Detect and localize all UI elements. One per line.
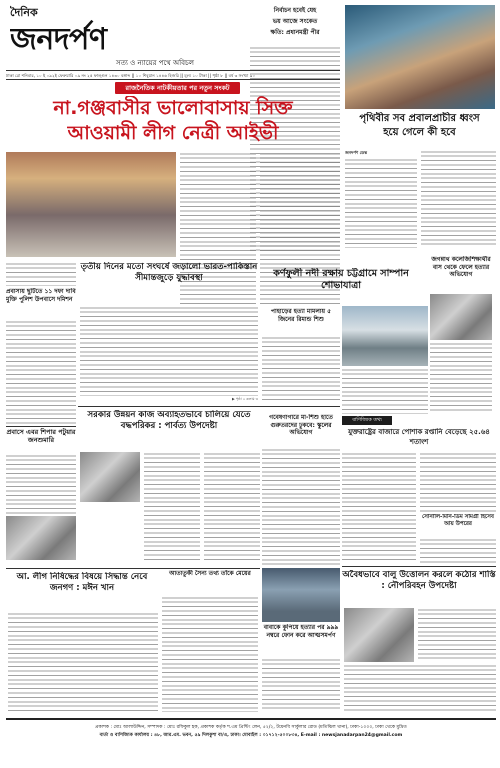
elevator-headline[interactable]: বাবাকে কুপিয়ে হত্যার পর ৯৯৯ নম্বরে ফোন করে আত্মসমর্পণ xyxy=(263,624,339,639)
masthead-small-word: দৈনিক xyxy=(10,6,38,19)
development-photo xyxy=(80,452,140,502)
masthead xyxy=(10,4,200,68)
trade-label: বাণিজ্যিক তথ্য xyxy=(342,416,392,425)
jagannath-text xyxy=(430,342,492,412)
lead-headline-line-2: আওয়ামী লীগ নেত্রী আইভী xyxy=(67,122,279,144)
dateline: ঢাকা রো শনিবার, ১০ ই ০৯২ই ফেরুয়ারি ০৯ নং ২৫ ফাল্গুন ১৪৩০ বঙ্গাব্দ || ১০ শিবুয়ান ১৪৪৬ হিজরি || মূল্য ১০ টাকা || পৃষ্ঠা ৮ || বর্ষ ৩ সংখ্যা ৯০ xyxy=(6,70,340,80)
holiday-headline[interactable]: প্রবাসায় ছুটিতে ১১ দফা দাবি মুক্তি পুলিশ উপবাসে দমিশন xyxy=(6,288,76,303)
elevator-text xyxy=(262,658,340,712)
coral-reef-photo xyxy=(345,5,495,109)
soybean-headline[interactable]: সোনালি-মিনি-ডিম সামগ্রী হিসেব আয় উপরের xyxy=(422,514,494,527)
jagannath-photo xyxy=(430,294,492,340)
coral-headline[interactable] xyxy=(343,112,496,146)
footer xyxy=(6,718,496,764)
footer-line-1: প্রকাশক : মোঃ আলাউদ্দিন, সম্পাদক : মোঃ রফিকুল হক, প্রকাশক কর্তৃক শ.এম প্রিন্টিং লেন, ৫২/২, টয়েনবি সার্কুলার রোড (মতিঝিল থানা), ঢাকা-১০০০, ঢাকা থেকে মুদ্রিত xyxy=(95,725,407,730)
coral-byline: জনদর্পণ ডেস্ক xyxy=(345,150,368,155)
footer-line-2: বার্তা ও বাণিজ্যিক কার্যালয় : ৪৮, আর.এম. ভবন, ৫৯ দিলকুশা বা/এ, ঢাকা। মোবাইল : ০১৭১২-৫০০৮৩৪, E-mail : newsjanadarpan24@gmail.com xyxy=(99,733,403,738)
teaser-line-2: ভয় আজে সংকেত xyxy=(272,18,318,25)
sand-headline[interactable]: অবৈধভাবে বালু উত্তোলন করলে কঠোর শাস্তি : নৌপরিবহন উপদেষ্টা xyxy=(342,570,496,591)
sand-photo xyxy=(344,608,414,662)
karnaphuli-text xyxy=(342,368,428,414)
masthead-slogan: সত্য ও ন্যায়ের পথে অবিচল xyxy=(115,59,194,67)
lead-story-photo xyxy=(6,152,176,257)
holiday-text xyxy=(6,320,76,424)
left-brief-text xyxy=(6,262,76,286)
gangster-text xyxy=(262,448,340,566)
border-continued: ▶ পৃষ্ঠা ২ কলাম ৩ xyxy=(231,397,258,401)
sand-text-col1 xyxy=(418,608,496,662)
teaser-line-3: ক্ষতি: প্রধানমন্ত্রী পীর xyxy=(270,29,320,36)
border-text xyxy=(80,306,258,396)
teaser-line-1: নির্বাচন হবেই যেহ xyxy=(273,7,317,14)
trade-text-col2 xyxy=(420,452,496,512)
development-headline[interactable]: সরকার উন্নয়ন কাজ অব্যাহতভাবে চালিয়ে যেতে বদ্ধপরিকর : পার্বত্য উপদেষ্টা xyxy=(87,410,251,431)
river-deaths-text xyxy=(6,454,76,514)
border-headline[interactable]: তৃতীয় দিনের মতো সংঘর্ষে জড়ালো ভারত-পাকিস্তান সীমান্তজুড়ে যুদ্ধাবস্থা xyxy=(80,262,258,283)
river-deaths-headline[interactable]: প্রবাসে এবর শিপার পটুয়ার জনশুমারি xyxy=(6,428,76,444)
soybean-text xyxy=(420,538,496,564)
aid-headline[interactable]: আ. লীগ নিষিদ্ধের বিষয়ে সিদ্ধান্ত নেবে জনগণ : মঈন খান xyxy=(16,572,148,593)
development-text-col2 xyxy=(204,452,260,562)
kicker-banner: রাজনৈতিক নাটকীয়তার পর নতুন সংকট xyxy=(115,82,240,94)
trade-text-col1 xyxy=(342,452,416,562)
lead-headline[interactable] xyxy=(6,96,340,148)
child-headline[interactable]: আতাতুর্কী সৈন্য তথ্য তাঁকে মেয়ের xyxy=(169,570,251,577)
coral-text-col1 xyxy=(345,158,417,248)
coral-headline-line-2: হয়ে গেলে কী হবে xyxy=(383,127,456,138)
development-text-col1 xyxy=(144,452,200,562)
gangster-headline[interactable]: গবেষণাগারে মা-শিশু হাতে গুরুতরদের ঢুকবে: স্কুলের অভিযোগ xyxy=(269,414,333,436)
jagannath-headline[interactable]: জগন্নাথ কলেজিশিক্ষার্থীর বাস থেকে ফেলে হত্যার অভিযোগ xyxy=(431,256,491,278)
karnaphuli-headline-text: কর্ণফুলী নদী রক্ষায় চট্টগ্রামে সাম্পান শোভাযাত্রা xyxy=(273,268,409,291)
police-photo xyxy=(262,568,340,622)
trade-headline[interactable]: যুক্তরাষ্ট্রের বাজারে পোশাক রপ্তানি বেড়েছে ২৫.৬৪ শতাংশ xyxy=(348,428,490,446)
child-text xyxy=(162,596,258,712)
river-deaths-photo xyxy=(6,516,76,560)
sand-text-col2 xyxy=(344,664,496,712)
karnaphuli-headline-visual[interactable] xyxy=(262,268,420,304)
lead-headline-line-1: না.গঞ্জবাসীর ভালোবাসায় সিক্ত xyxy=(53,97,293,119)
aid-text xyxy=(8,612,158,712)
coral-text-col2 xyxy=(421,150,496,248)
top-right-teaser[interactable] xyxy=(250,5,340,45)
wall-text xyxy=(262,336,340,402)
karnaphuli-photo xyxy=(342,306,428,366)
masthead-title: জনদর্পণ xyxy=(10,22,107,57)
coral-headline-line-1: পৃথিবীর সব প্রবালপ্রাচীর ধ্বংস xyxy=(359,113,480,124)
wall-headline[interactable]: পাহাড়ের হত্যা মামলায় ৫ জিনের রিমান্ড শিশু xyxy=(270,308,332,323)
